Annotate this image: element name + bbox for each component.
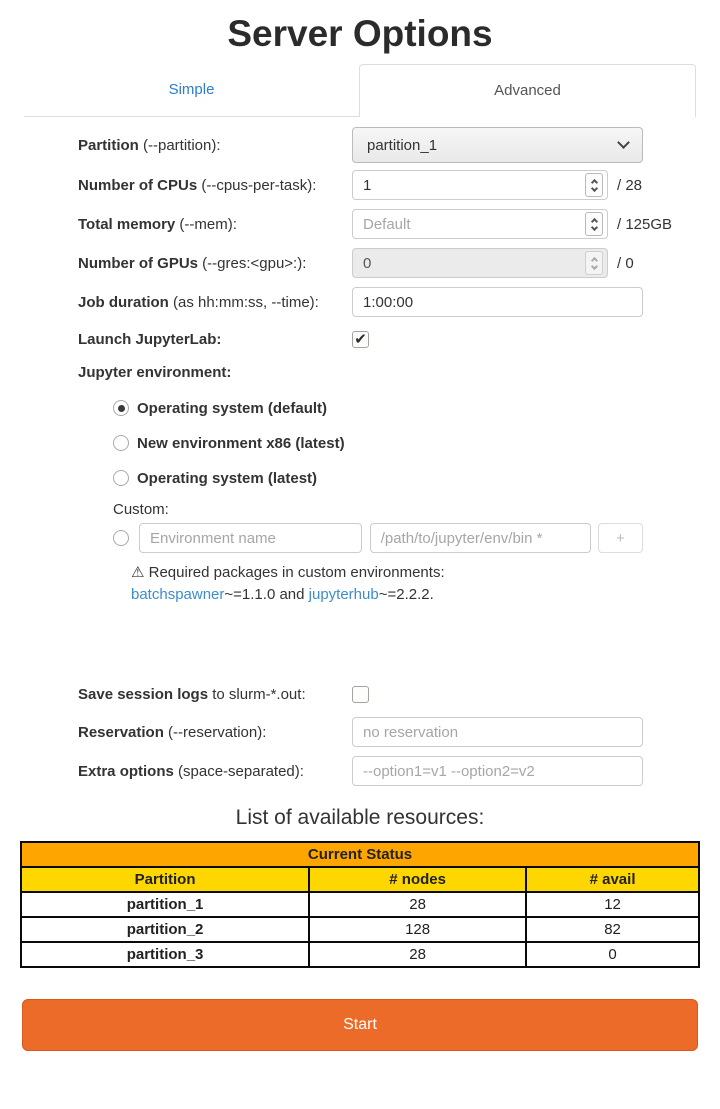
cpus-max-suffix: / 28 bbox=[617, 176, 643, 194]
extra-options-input[interactable] bbox=[352, 756, 643, 786]
env-radio-default[interactable] bbox=[113, 400, 129, 416]
env-option-latest[interactable] bbox=[113, 468, 643, 488]
gpus-label: Number of GPUs (--gres:<gpu>:): bbox=[78, 254, 307, 272]
memory-row bbox=[78, 209, 673, 239]
memory-spinner[interactable] bbox=[585, 212, 603, 236]
env-radio-custom[interactable] bbox=[113, 530, 129, 546]
column-header-nodes: # nodes bbox=[309, 867, 526, 892]
table-row bbox=[21, 892, 699, 917]
env-option-label: Operating system (default) bbox=[137, 399, 328, 417]
avail-cell: 12 bbox=[526, 892, 699, 917]
reservation-label: Reservation (--reservation): bbox=[78, 723, 267, 741]
memory-input-wrap bbox=[352, 209, 608, 239]
gpus-input-wrap bbox=[352, 248, 608, 278]
duration-label: Job duration (as hh:mm:ss, --time): bbox=[78, 293, 319, 311]
custom-env-warning-line1: ⚠ Required packages in custom environments: bbox=[131, 564, 445, 581]
partition-name-cell: partition_1 bbox=[21, 892, 309, 917]
duration-input[interactable] bbox=[352, 287, 643, 317]
extra-options-row bbox=[78, 756, 643, 786]
gpus-spinner bbox=[585, 251, 603, 275]
env-radio-x86[interactable] bbox=[113, 435, 129, 451]
column-header-avail: # avail bbox=[526, 867, 699, 892]
gpus-row bbox=[78, 248, 643, 278]
table-header-row bbox=[21, 867, 699, 892]
partition-name-cell: partition_2 bbox=[21, 917, 309, 942]
memory-label: Total memory (--mem): bbox=[78, 215, 237, 233]
env-option-x86[interactable] bbox=[113, 433, 643, 453]
jupyterlab-checkbox[interactable] bbox=[352, 331, 369, 348]
radio-dot-icon bbox=[118, 405, 125, 412]
partition-select-value: partition_1 bbox=[367, 136, 438, 154]
cpus-input[interactable] bbox=[363, 172, 585, 198]
custom-env-row bbox=[113, 523, 643, 553]
environment-label: Jupyter environment: bbox=[78, 364, 232, 381]
tab-advanced[interactable]: Advanced bbox=[359, 64, 696, 117]
partition-label: Partition (--partition): bbox=[78, 136, 221, 154]
env-radio-latest[interactable] bbox=[113, 470, 129, 486]
memory-input[interactable] bbox=[363, 211, 585, 237]
tab-simple[interactable]: Simple bbox=[168, 81, 215, 98]
current-status-table bbox=[20, 841, 700, 968]
reservation-input[interactable] bbox=[352, 717, 643, 747]
custom-env-path-input[interactable] bbox=[370, 523, 591, 553]
column-header-partition: Partition bbox=[21, 867, 309, 892]
partition-row bbox=[78, 127, 643, 163]
custom-env-label: Custom: bbox=[113, 501, 169, 518]
table-row bbox=[21, 942, 699, 967]
gpus-max-suffix: / 0 bbox=[617, 254, 634, 272]
custom-env-warning-line2: batchspawner~=1.1.0 and jupyterhub~=2.2.2. bbox=[131, 586, 434, 603]
custom-env-name-input[interactable] bbox=[139, 523, 362, 553]
save-logs-label: Save session logs to slurm-*.out: bbox=[78, 686, 306, 703]
avail-cell: 82 bbox=[526, 917, 699, 942]
nodes-cell: 28 bbox=[309, 942, 526, 967]
reservation-row bbox=[78, 717, 643, 747]
jupyterhub-link[interactable]: jupyterhub bbox=[308, 586, 379, 603]
jupyterlab-label: Launch JupyterLab: bbox=[78, 331, 222, 348]
add-environment-button[interactable]: + bbox=[598, 523, 643, 553]
save-logs-row bbox=[78, 686, 643, 703]
environment-label-row bbox=[78, 364, 643, 381]
server-options-form bbox=[78, 127, 673, 786]
memory-max-suffix: / 125GB bbox=[617, 215, 673, 233]
partition-select[interactable] bbox=[352, 127, 643, 163]
table-title: Current Status bbox=[21, 842, 699, 867]
env-option-default[interactable] bbox=[113, 398, 643, 418]
cpus-label: Number of CPUs (--cpus-per-task): bbox=[78, 176, 317, 194]
start-button[interactable]: Start bbox=[22, 999, 698, 1051]
page-title: Server Options bbox=[227, 13, 493, 54]
resources-heading: List of available resources: bbox=[235, 806, 485, 829]
cpus-input-wrap bbox=[352, 170, 608, 200]
nodes-cell: 28 bbox=[309, 892, 526, 917]
partition-name-cell: partition_3 bbox=[21, 942, 309, 967]
extra-options-label: Extra options (space-separated): bbox=[78, 762, 304, 780]
save-logs-checkbox[interactable] bbox=[352, 686, 369, 703]
spinner-down-icon bbox=[590, 223, 597, 230]
warning-icon: ⚠ bbox=[131, 564, 145, 581]
env-option-label: New environment x86 (latest) bbox=[137, 434, 345, 452]
table-row bbox=[21, 917, 699, 942]
gpus-input bbox=[363, 250, 585, 276]
spinner-down-icon bbox=[590, 184, 597, 191]
env-option-label: Operating system (latest) bbox=[137, 469, 318, 487]
chevron-down-icon bbox=[617, 136, 630, 149]
avail-cell: 0 bbox=[526, 942, 699, 967]
duration-row bbox=[78, 287, 643, 317]
jupyterlab-row bbox=[78, 331, 643, 348]
tab-bar bbox=[24, 64, 696, 117]
checkmark-icon: ✔ bbox=[354, 331, 367, 348]
table-title-row bbox=[21, 842, 699, 867]
cpus-spinner[interactable] bbox=[585, 173, 603, 197]
cpus-row bbox=[78, 170, 643, 200]
batchspawner-link[interactable]: batchspawner bbox=[131, 586, 225, 603]
spinner-down-icon bbox=[590, 262, 597, 269]
nodes-cell: 128 bbox=[309, 917, 526, 942]
